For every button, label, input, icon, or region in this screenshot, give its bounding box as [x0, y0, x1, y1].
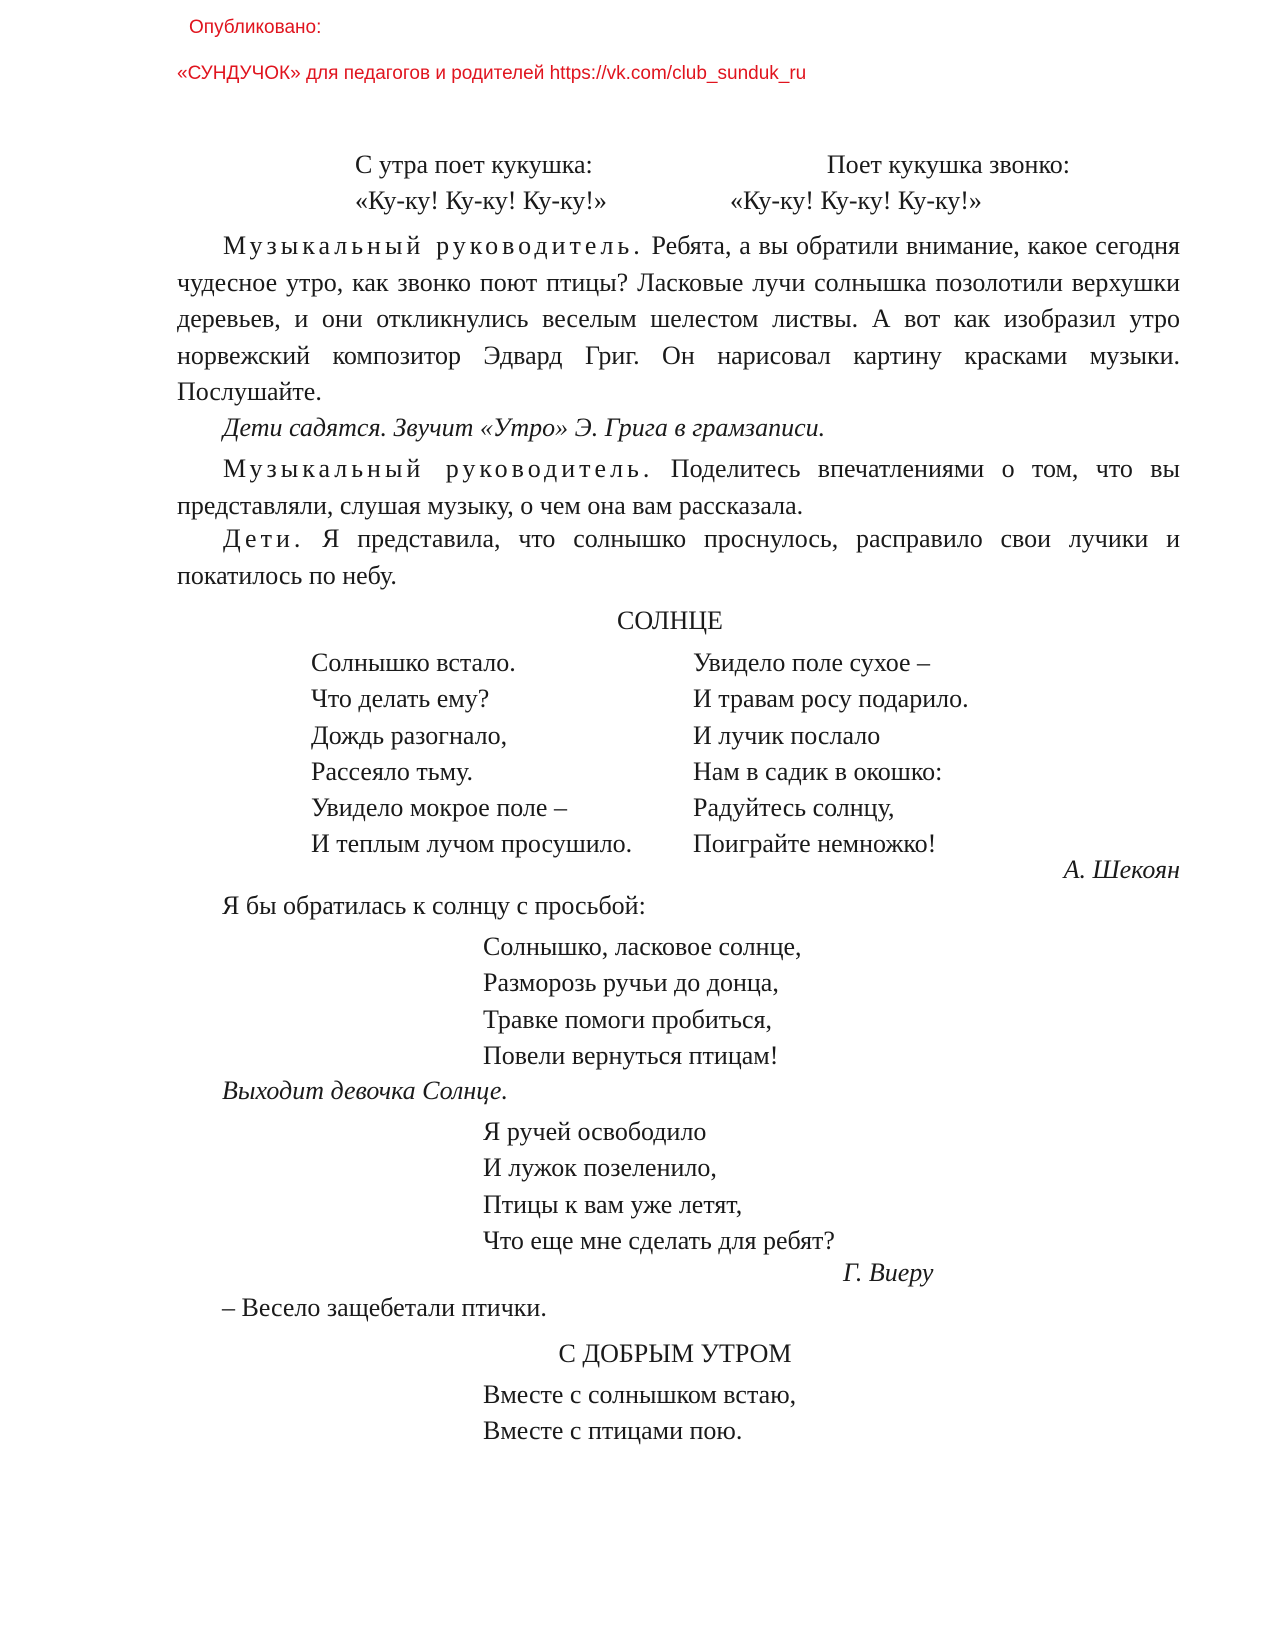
verse-line: Птицы к вам уже летят, — [483, 1189, 743, 1219]
paragraph-text: Я представила, что солнышко проснулось, расправило свои лучики и покатилось по небу. — [177, 524, 1180, 590]
stage-direction-2: Выходит девочка Солнце. — [222, 1076, 508, 1105]
verse-line: И теплым лучом просушило. — [311, 829, 633, 859]
verse-line: Дождь разогнало, — [311, 720, 508, 750]
verse-line: «Ку-ку! Ку-ку! Ку-ку!» — [355, 186, 607, 216]
verse-line: Солнышко встало. — [311, 648, 516, 677]
paragraph-text: Поделитесь впечатлениями о том, что вы представляли, слушая музыку, о чем она вам рассказала. — [177, 454, 1180, 520]
paragraph-music-director-2 — [177, 451, 1180, 524]
poem-sun-left-column — [311, 645, 632, 863]
speaker-name: Музыкальный руководитель. — [223, 231, 644, 260]
verse-line: Что делать ему? — [311, 684, 490, 714]
poem-sun-right-column — [693, 645, 969, 863]
verse-line: Вместе с птицами пою. — [483, 1416, 743, 1446]
speaker-name: Музыкальный руководитель. — [223, 454, 654, 483]
verse-line: И лучик послало — [693, 720, 881, 750]
verse-line: Солнышко, ласковое солнце, — [483, 932, 802, 961]
poem-request — [483, 929, 802, 1074]
verse-line: И травам росу подарило. — [693, 684, 969, 714]
poem-author-vieru: Г. Виеру — [843, 1258, 934, 1287]
source-line: «СУНДУЧОК» для педагогов и родителей https://vk.com/club_sunduk_ru — [177, 63, 807, 84]
published-label: Опубликовано: — [189, 17, 322, 38]
verse-line: Рассеяло тьму. — [311, 756, 473, 786]
verse-line: Что еще мне сделать для ребят? — [483, 1225, 835, 1255]
verse-line: Я ручей освободило — [483, 1117, 707, 1146]
stage-direction-1: Дети садятся. Звучит «Утро» Э. Грига в грамзаписи. — [223, 413, 826, 442]
verse-line: «Ку-ку! Ку-ку! Ку-ку!» — [730, 186, 982, 216]
verse-line: Радуйтесь солнцу, — [693, 793, 895, 823]
verse-line: Разморозь ручьи до донца, — [483, 968, 779, 998]
poem-sun-girl — [483, 1114, 835, 1259]
poem-title-sun: СОЛНЦЕ — [617, 606, 723, 635]
verse-line: Травке помоги пробиться, — [483, 1004, 772, 1034]
verse-line: Увидело поле сухое – — [693, 648, 931, 677]
poem-title-good-morning: С ДОБРЫМ УТРОМ — [558, 1339, 792, 1368]
verse-line: Нам в садик в окошко: — [693, 756, 943, 786]
verse-line: Поет кукушка звонко: — [826, 150, 1070, 179]
cuckoo-left-stanza — [355, 147, 607, 220]
verse-line: Поиграйте немножко! — [693, 829, 937, 859]
request-line: Я бы обратилась к солнцу с просьбой: — [222, 891, 646, 920]
verse-line: Увидело мокрое поле – — [311, 793, 567, 823]
paragraph-text: Ребята, а вы обратили внимание, какое сегодня чудесное утро, как звонко поют птицы? Ласковые лучи солнышка позолотили верхушки деревьев, и они откликнулись веселым шелестом листвы. А вот как изобразил утро норвежский композитор Эдвард Григ. Он нарисовал картину красками музыки. Послушайте. — [177, 231, 1180, 406]
paragraph-children — [177, 521, 1180, 594]
paragraph-music-director-1 — [177, 228, 1180, 411]
verse-line: И лужок позеленило, — [483, 1153, 717, 1183]
cuckoo-right-stanza — [730, 147, 1070, 220]
verse-line: Повели вернуться птицам! — [483, 1040, 779, 1070]
speaker-name: Дети. — [223, 524, 305, 553]
poem-good-morning — [483, 1377, 796, 1450]
verse-line: Вместе с солнышком встаю, — [483, 1380, 797, 1409]
birds-line: – Весело защебетали птички. — [222, 1293, 547, 1322]
poem-author-shekoyan: А. Шекоян — [1063, 855, 1180, 884]
verse-line: С утра поет кукушка: — [355, 150, 593, 179]
